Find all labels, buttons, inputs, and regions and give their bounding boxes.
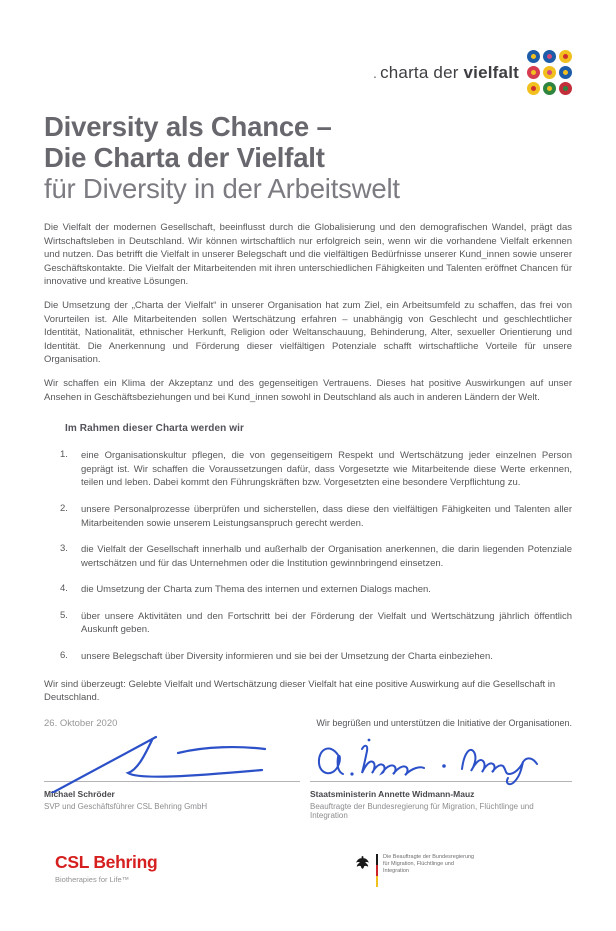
list-item-number: 2. xyxy=(60,502,68,514)
list-item-number: 5. xyxy=(60,609,68,621)
footer xyxy=(44,852,572,912)
signer-title-left: SVP und Geschäftsführer CSL Behring GmbH xyxy=(44,801,208,811)
list-item-number: 3. xyxy=(60,543,68,555)
paragraph-goal: Die Umsetzung der „Charta der Vielfalt“ in unserer Organisation hat zum Ziel, ein Arbeitsumfeld zu schaffen, das frei von Vorurteilen ist. Alle Mitarbeitenden sollen Wertschätzung erfahren – unabhängig von Geschlecht und geschlechtlicher Identität, Nationalität, ethnischer Herkunft, Religion oder Weltanschauung, Behinderung, Alter, sexueller Orientierung und Identität. Die Anerkennung und Förderung dieser vielfältigen Potenziale schafft wirtschaftliche Vorteile für unsere Organisation. xyxy=(44,299,572,366)
gov-label-line-2: für Migration, Flüchtlinge und xyxy=(383,860,454,867)
list-item-text: die Umsetzung der Charta zum Thema des internen und externen Dialogs machen. xyxy=(81,584,431,596)
federal-commissioner-label xyxy=(383,854,474,875)
list-item-text: die Vielfalt der Gesellschaft innerhalb und außerhalb der Organisation anerkennen, die darin liegenden Potenziale wertschätzen und für das Unternehmen oder die Institution gewinnbringend einsetzen. xyxy=(81,544,572,569)
charter-commitments-list xyxy=(44,449,572,664)
list-item xyxy=(60,503,572,530)
logo-dot-icon xyxy=(543,50,556,63)
charta-der-vielfalt-document xyxy=(0,50,616,931)
page xyxy=(0,50,616,912)
gov-label-line-3: Integration xyxy=(383,867,409,874)
list-item xyxy=(60,449,572,490)
logo-dot-icon xyxy=(559,66,572,79)
charta-der-vielfalt-logo xyxy=(44,50,572,95)
logo-dot-icon xyxy=(543,82,556,95)
csl-behring-wordmark: CSL Behring xyxy=(55,851,158,872)
paragraph-climate: Wir schaffen ein Klima der Akzeptanz und des gegenseitigen Vertrauens. Dieses hat positive Auswirkungen auf unser Ansehen in Geschäftsbeziehungen und bei Kund_innen sowohl in Deutschland als auch in anderen Ländern der Welt. xyxy=(44,377,572,403)
signature-row xyxy=(44,731,572,820)
paragraph-intro: Die Vielfalt der modernen Gesellschaft, beeinflusst durch die Globalisierung und den demografischen Wandel, prägt das Wirtschaftsleben in Deutschland. Wir können wirtschaftlich nur erfolgreich sein, wenn wir die vorhandene Vielfalt erkennen und nutzen. Das betrifft die Vielfalt in unserer Belegschaft und die vielfältigen Bedürfnisse unserer Kund_innen sowie unserer Geschäftskontakte. Die Vielfalt der Mitarbeitenden mit ihren unterschiedlichen Fähigkeiten und Talenten eröffnet Chancen für innovative und kreative Lösungen. xyxy=(44,222,572,288)
signature-block-right xyxy=(310,731,572,820)
signer-name-left: Michael Schröder xyxy=(44,788,115,799)
support-note: Wir begrüßen und unterstützen die Initiative der Organisationen. xyxy=(316,717,572,728)
federal-commissioner-logo xyxy=(355,854,474,887)
logo-text-bold: vielfalt xyxy=(463,62,519,82)
csl-behring-logo xyxy=(55,852,157,884)
signature-block-left xyxy=(44,731,300,820)
signer-name-right: Staatsministerin Annette Widmann-Mauz xyxy=(310,788,475,799)
logo-text-regular: charta der xyxy=(380,62,464,82)
charter-list-heading: Im Rahmen dieser Charta werden wir xyxy=(65,423,245,435)
title-line-1: Diversity als Chance – xyxy=(44,111,332,142)
closing-statement: Wir sind überzeugt: Gelebte Vielfalt und Wertschätzung dieser Vielfalt hat eine positive Auswirkung auf die Gesellschaft in Deutschland. xyxy=(44,678,556,704)
widmann-mauz-signature-icon xyxy=(310,731,572,793)
logo-wordmark xyxy=(373,63,519,83)
list-item-number: 4. xyxy=(60,583,68,595)
signer-title-right: Beauftragte der Bundesregierung für Migration, Flüchtlinge und Integration xyxy=(310,801,534,820)
logo-dots-icon xyxy=(527,50,572,95)
list-item xyxy=(60,543,572,570)
list-item-text: eine Organisationskultur pflegen, die von gegenseitigem Respekt und Wertschätzung jeder einzelnen Person geprägt ist. Wir schaffen die Voraussetzungen dafür, dass Vorgesetzte wie Mitarbeitende diese Werte erkennen, teilen und leben. Dabei kommt den Führungskräften bzw. Vorgesetzten eine besondere Verpflichtung zu. xyxy=(81,450,572,489)
logo-dot-icon xyxy=(527,50,540,63)
list-item xyxy=(60,583,572,597)
schroeder-signature-icon xyxy=(44,731,300,793)
title-line-3: für Diversity in der Arbeitswelt xyxy=(44,173,400,204)
page-title xyxy=(44,111,572,204)
black-red-gold-stripe-icon xyxy=(376,854,378,887)
logo-dot-icon xyxy=(543,66,556,79)
logo-dot-prefix: . xyxy=(372,64,378,81)
csl-behring-tagline: Biotherapies for Life™ xyxy=(55,874,130,884)
logo-dot-icon xyxy=(527,66,540,79)
list-item-text: unsere Belegschaft über Diversity informieren und sie bei der Umsetzung der Charta einbeziehen. xyxy=(81,651,493,663)
list-item-number: 1. xyxy=(60,449,68,461)
logo-dot-icon xyxy=(559,50,572,63)
title-line-2: Die Charta der Vielfalt xyxy=(44,142,325,173)
list-item-text: unsere Personalprozesse überprüfen und sicherstellen, dass diese den vielfältigen Fähigkeiten und Talenten aller Mitarbeitenden sowie unserem Leistungsanspruch gerecht werden. xyxy=(81,503,572,529)
list-item-number: 6. xyxy=(60,650,68,662)
list-item-text: über unsere Aktivitäten und den Fortschritt bei der Förderung der Vielfalt und Wertschätzung jährlich öffentlich Auskunft geben. xyxy=(81,610,572,636)
date-row xyxy=(44,718,572,729)
signing-date: 26. Oktober 2020 xyxy=(44,717,118,729)
federal-eagle-icon xyxy=(355,855,370,870)
list-item xyxy=(60,650,572,664)
list-item xyxy=(60,610,572,637)
gov-label-line-1: Die Beauftragte der Bundesregierung xyxy=(383,853,475,860)
logo-dot-icon xyxy=(527,82,540,95)
logo-dot-icon xyxy=(559,82,572,95)
